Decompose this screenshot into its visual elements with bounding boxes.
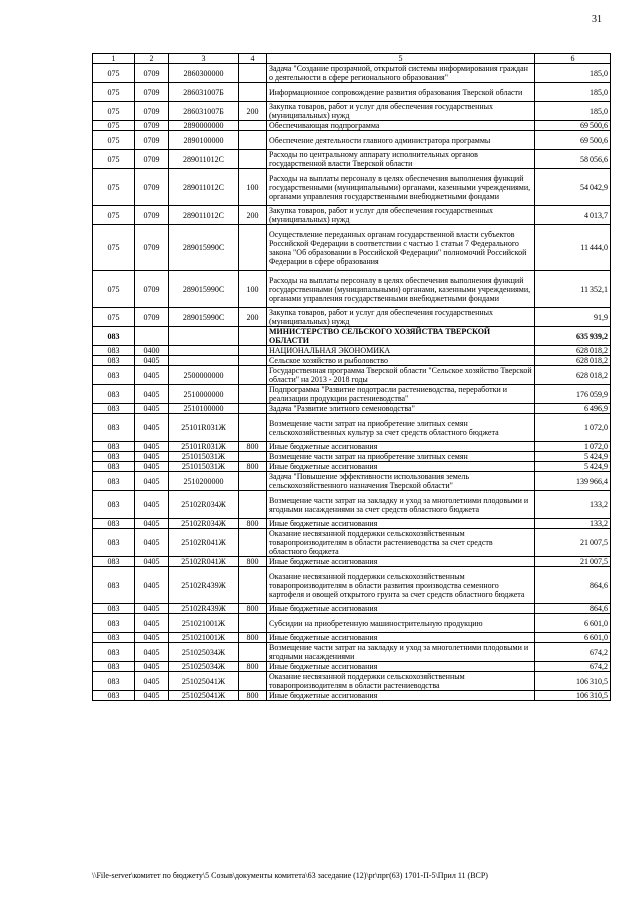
cell-admin-code: 083 <box>93 567 135 604</box>
cell-expense-type <box>239 356 267 366</box>
cell-description: Иные бюджетные ассигнования <box>267 462 535 472</box>
cell-target-article: 251025034Ж <box>169 662 239 672</box>
cell-expense-type <box>239 366 267 385</box>
cell-admin-code: 083 <box>93 366 135 385</box>
cell-target-article: 289011012С <box>169 169 239 206</box>
cell-description: Иные бюджетные ассигнования <box>267 557 535 567</box>
cell-target-article: 25102R439Ж <box>169 604 239 614</box>
cell-description: Закупка товаров, работ и услуг для обеспечения государственных (муниципальных) нужд <box>267 206 535 225</box>
cell-description: МИНИСТЕРСТВО СЕЛЬСКОГО ХОЗЯЙСТВА ТВЕРСКОЙ ОБЛАСТИ <box>267 327 535 346</box>
cell-admin-code: 083 <box>93 404 135 414</box>
cell-description: Расходы на выплаты персоналу в целях обеспечения выполнения функций государственными (муниципальными) органами, казенными учреждениями, органами управления государственными внебюджетными фондами <box>267 271 535 308</box>
page-number: 31 <box>592 14 602 25</box>
table-row <box>93 567 611 604</box>
cell-admin-code: 083 <box>93 472 135 491</box>
cell-admin-code: 083 <box>93 442 135 452</box>
cell-description: Иные бюджетные ассигнования <box>267 662 535 672</box>
table-row <box>93 102 611 121</box>
cell-amount: 1 072,0 <box>535 414 611 442</box>
table-row <box>93 519 611 529</box>
table-row <box>93 672 611 691</box>
cell-section-code: 0709 <box>135 169 169 206</box>
cell-target-article: 251025041Ж <box>169 691 239 701</box>
cell-description: Расходы по центральному аппарату исполнительных органов государственной власти Тверской области <box>267 150 535 169</box>
cell-target-article: 25101R031Ж <box>169 442 239 452</box>
cell-section-code: 0709 <box>135 102 169 121</box>
cell-expense-type <box>239 131 267 150</box>
cell-admin-code: 083 <box>93 414 135 442</box>
cell-section-code: 0400 <box>135 346 169 356</box>
cell-amount: 6 496,9 <box>535 404 611 414</box>
table-row <box>93 529 611 557</box>
column-header: 3 <box>169 54 239 64</box>
cell-section-code: 0405 <box>135 557 169 567</box>
table-row <box>93 662 611 672</box>
cell-expense-type: 800 <box>239 691 267 701</box>
cell-section-code: 0405 <box>135 356 169 366</box>
cell-description: Субсидии на приобретенную машинострительную продукцию <box>267 614 535 633</box>
cell-admin-code: 083 <box>93 452 135 462</box>
cell-admin-code: 075 <box>93 83 135 102</box>
cell-expense-type <box>239 150 267 169</box>
cell-expense-type <box>239 83 267 102</box>
cell-section-code: 0405 <box>135 519 169 529</box>
cell-admin-code: 075 <box>93 131 135 150</box>
cell-section-code: 0709 <box>135 206 169 225</box>
cell-admin-code: 083 <box>93 614 135 633</box>
cell-admin-code: 083 <box>93 519 135 529</box>
cell-target-article: 25102R034Ж <box>169 519 239 529</box>
cell-expense-type <box>239 529 267 557</box>
cell-description: Государственная программа Тверской области "Сельское хозяйство Тверской области" на 2013 - 2018 годы <box>267 366 535 385</box>
cell-target-article: 251021001Ж <box>169 633 239 643</box>
cell-expense-type: 800 <box>239 604 267 614</box>
cell-section-code: 0405 <box>135 672 169 691</box>
cell-description: Информационное сопровождение развития образования Тверской области <box>267 83 535 102</box>
cell-admin-code: 075 <box>93 64 135 83</box>
cell-admin-code: 083 <box>93 691 135 701</box>
table-row <box>93 633 611 643</box>
cell-amount: 635 939,2 <box>535 327 611 346</box>
cell-target-article: 2510000000 <box>169 385 239 404</box>
cell-amount: 628 018,2 <box>535 366 611 385</box>
cell-target-article: 25102R041Ж <box>169 529 239 557</box>
cell-description: Обеспечивающая подпрограмма <box>267 121 535 131</box>
cell-target-article: 2510200000 <box>169 472 239 491</box>
cell-target-article: 289015990С <box>169 225 239 271</box>
column-header: 1 <box>93 54 135 64</box>
cell-target-article: 25102R034Ж <box>169 491 239 519</box>
cell-admin-code: 075 <box>93 225 135 271</box>
cell-admin-code: 083 <box>93 327 135 346</box>
cell-target-article: 251025034Ж <box>169 643 239 662</box>
cell-expense-type: 800 <box>239 462 267 472</box>
cell-description: Иные бюджетные ассигнования <box>267 691 535 701</box>
cell-target-article: 2510100000 <box>169 404 239 414</box>
table-row <box>93 557 611 567</box>
cell-description: Закупка товаров, работ и услуг для обеспечения государственных (муниципальных) нужд <box>267 308 535 327</box>
cell-expense-type <box>239 327 267 346</box>
cell-section-code: 0405 <box>135 462 169 472</box>
cell-amount: 185,0 <box>535 102 611 121</box>
cell-target-article: 25101R031Ж <box>169 414 239 442</box>
cell-section-code: 0405 <box>135 691 169 701</box>
cell-expense-type <box>239 491 267 519</box>
cell-target-article <box>169 327 239 346</box>
cell-admin-code: 075 <box>93 308 135 327</box>
cell-amount: 5 424,9 <box>535 452 611 462</box>
cell-target-article: 2860300000 <box>169 64 239 83</box>
cell-expense-type: 200 <box>239 206 267 225</box>
cell-expense-type: 200 <box>239 102 267 121</box>
cell-expense-type <box>239 346 267 356</box>
table-row <box>93 385 611 404</box>
cell-description: Расходы на выплаты персоналу в целях обеспечения выполнения функций государственными (муниципальными) органами, казенными учреждениями, органами управления государственными внебюджетными фондами <box>267 169 535 206</box>
cell-expense-type <box>239 404 267 414</box>
cell-target-article: 251015031Ж <box>169 462 239 472</box>
table-row <box>93 462 611 472</box>
cell-admin-code: 083 <box>93 662 135 672</box>
cell-target-article: 251015031Ж <box>169 452 239 462</box>
cell-section-code: 0709 <box>135 83 169 102</box>
cell-amount: 69 500,6 <box>535 121 611 131</box>
cell-expense-type: 100 <box>239 169 267 206</box>
cell-expense-type <box>239 567 267 604</box>
cell-expense-type <box>239 672 267 691</box>
cell-amount: 185,0 <box>535 64 611 83</box>
cell-section-code: 0405 <box>135 529 169 557</box>
cell-section-code: 0405 <box>135 472 169 491</box>
column-header: 5 <box>267 54 535 64</box>
cell-target-article: 286031007Б <box>169 102 239 121</box>
cell-section-code: 0405 <box>135 662 169 672</box>
cell-amount: 21 007,5 <box>535 557 611 567</box>
column-header: 4 <box>239 54 267 64</box>
table-row <box>93 131 611 150</box>
cell-section-code: 0405 <box>135 643 169 662</box>
cell-description: Иные бюджетные ассигнования <box>267 604 535 614</box>
cell-amount: 11 352,1 <box>535 271 611 308</box>
cell-target-article: 286031007Б <box>169 83 239 102</box>
table-row <box>93 643 611 662</box>
cell-amount: 5 424,9 <box>535 462 611 472</box>
cell-amount: 6 601,0 <box>535 614 611 633</box>
cell-admin-code: 083 <box>93 672 135 691</box>
cell-admin-code: 083 <box>93 529 135 557</box>
cell-description: Обеспечение деятельности главного администратора программы <box>267 131 535 150</box>
cell-description: НАЦИОНАЛЬНАЯ ЭКОНОМИКА <box>267 346 535 356</box>
cell-section-code: 0405 <box>135 366 169 385</box>
cell-amount: 628 018,2 <box>535 346 611 356</box>
cell-admin-code: 075 <box>93 121 135 131</box>
cell-expense-type <box>239 452 267 462</box>
cell-target-article: 2890000000 <box>169 121 239 131</box>
cell-admin-code: 075 <box>93 271 135 308</box>
cell-expense-type <box>239 385 267 404</box>
cell-target-article: 251021001Ж <box>169 614 239 633</box>
cell-admin-code: 083 <box>93 346 135 356</box>
cell-admin-code: 075 <box>93 102 135 121</box>
cell-description: Возмещение части затрат на закладку и уход за многолетними плодовыми и ягодными насаждениями за счет средств областного бюджета <box>267 491 535 519</box>
cell-section-code: 0405 <box>135 604 169 614</box>
cell-amount: 185,0 <box>535 83 611 102</box>
cell-section-code: 0405 <box>135 491 169 519</box>
cell-expense-type <box>239 64 267 83</box>
table-row <box>93 206 611 225</box>
cell-amount: 674,2 <box>535 662 611 672</box>
cell-target-article: 2890100000 <box>169 131 239 150</box>
cell-description: Иные бюджетные ассигнования <box>267 633 535 643</box>
column-header: 6 <box>535 54 611 64</box>
cell-amount: 139 966,4 <box>535 472 611 491</box>
table-row <box>93 271 611 308</box>
cell-amount: 54 042,9 <box>535 169 611 206</box>
cell-description: Оказание несвязанной поддержки сельскохозяйственным товаропроизводителям в области развития производства семенного картофеля и овощей открытого грунта за счет средств областного бюджета <box>267 567 535 604</box>
table-row <box>93 452 611 462</box>
table-row <box>93 150 611 169</box>
cell-expense-type: 200 <box>239 308 267 327</box>
cell-admin-code: 083 <box>93 462 135 472</box>
cell-amount: 6 601,0 <box>535 633 611 643</box>
cell-description: Оказание несвязанной поддержки сельскохозяйственным товаропроизводителям в области растениеводства <box>267 672 535 691</box>
table-row <box>93 472 611 491</box>
cell-expense-type: 800 <box>239 519 267 529</box>
cell-section-code: 0405 <box>135 404 169 414</box>
table-row <box>93 604 611 614</box>
column-header: 2 <box>135 54 169 64</box>
cell-admin-code: 083 <box>93 557 135 567</box>
cell-expense-type <box>239 121 267 131</box>
table-row <box>93 327 611 346</box>
cell-expense-type: 800 <box>239 662 267 672</box>
table-row <box>93 691 611 701</box>
cell-section-code: 0405 <box>135 385 169 404</box>
cell-amount: 106 310,5 <box>535 691 611 701</box>
cell-description: Иные бюджетные ассигнования <box>267 519 535 529</box>
cell-admin-code: 083 <box>93 604 135 614</box>
cell-amount: 674,2 <box>535 643 611 662</box>
table-row <box>93 414 611 442</box>
cell-description: Иные бюджетные ассигнования <box>267 442 535 452</box>
cell-description: Закупка товаров, работ и услуг для обеспечения государственных (муниципальных) нужд <box>267 102 535 121</box>
table-row <box>93 442 611 452</box>
cell-expense-type: 100 <box>239 271 267 308</box>
cell-section-code: 0405 <box>135 452 169 462</box>
cell-description: Возмещение части затрат на закладку и уход за многолетними плодовыми и ягодными насаждениями <box>267 643 535 662</box>
table-row <box>93 121 611 131</box>
cell-description: Задача "Повышение эффективности использования земель сельскохозяйственного назначения Тверской области" <box>267 472 535 491</box>
cell-section-code: 0405 <box>135 614 169 633</box>
cell-expense-type: 800 <box>239 442 267 452</box>
cell-target-article: 25102R041Ж <box>169 557 239 567</box>
cell-description: Оказание несвязанной поддержки сельскохозяйственным товаропроизводителям в области растениеводства за счет средств областного бюджета <box>267 529 535 557</box>
cell-description: Подпрограмма "Развитие подотрасли растениеводства, переработки и реализации продукции растениеводства" <box>267 385 535 404</box>
cell-target-article: 289011012С <box>169 150 239 169</box>
cell-section-code: 0405 <box>135 442 169 452</box>
cell-admin-code: 083 <box>93 385 135 404</box>
cell-amount: 864,6 <box>535 604 611 614</box>
table-row <box>93 308 611 327</box>
table-body <box>93 64 611 701</box>
cell-target-article: 251025041Ж <box>169 672 239 691</box>
cell-expense-type <box>239 614 267 633</box>
cell-admin-code: 075 <box>93 169 135 206</box>
cell-amount: 106 310,5 <box>535 672 611 691</box>
cell-amount: 58 056,6 <box>535 150 611 169</box>
cell-expense-type <box>239 643 267 662</box>
cell-admin-code: 083 <box>93 491 135 519</box>
cell-amount: 11 444,0 <box>535 225 611 271</box>
cell-target-article: 289011012С <box>169 206 239 225</box>
cell-amount: 133,2 <box>535 491 611 519</box>
budget-table-wrapper <box>92 53 610 701</box>
table-row <box>93 356 611 366</box>
cell-amount: 91,9 <box>535 308 611 327</box>
cell-section-code: 0709 <box>135 225 169 271</box>
cell-description: Сельское хозяйство и рыболовство <box>267 356 535 366</box>
cell-amount: 4 013,7 <box>535 206 611 225</box>
table-row <box>93 83 611 102</box>
cell-section-code: 0405 <box>135 567 169 604</box>
cell-target-article: 2500000000 <box>169 366 239 385</box>
cell-section-code: 0405 <box>135 414 169 442</box>
cell-admin-code: 075 <box>93 150 135 169</box>
cell-amount: 864,6 <box>535 567 611 604</box>
cell-description: Задача "Создание прозрачной, открытой системы информирования граждан о деятельности в сфере регионального образования" <box>267 64 535 83</box>
cell-amount: 628 018,2 <box>535 356 611 366</box>
cell-description: Возмещение части затрат на приобретение элитных семян сельскохозяйственных культур за счет средств областного бюджета <box>267 414 535 442</box>
cell-section-code: 0709 <box>135 64 169 83</box>
cell-expense-type <box>239 472 267 491</box>
cell-expense-type: 800 <box>239 557 267 567</box>
cell-amount: 133,2 <box>535 519 611 529</box>
table-row <box>93 614 611 633</box>
cell-target-article <box>169 356 239 366</box>
cell-section-code: 0709 <box>135 308 169 327</box>
cell-admin-code: 083 <box>93 356 135 366</box>
table-row <box>93 366 611 385</box>
file-path-footer: \\File-server\комитет по бюджету\5 Созыв\документы комитета\63 заседание (12)\pr\прг(63) 1701-П-5\Прил 11 (ВСР) <box>92 871 488 880</box>
cell-amount: 69 500,6 <box>535 131 611 150</box>
table-row <box>93 169 611 206</box>
cell-expense-type <box>239 414 267 442</box>
cell-description: Осуществление переданных органам государственной власти субъектов Российской Федерации в соответствии с частью 1 статьи 7 Федерального закона "Об образовании в Российской Федерации" полномочий Российской Федерации в сфере образования <box>267 225 535 271</box>
cell-section-code: 0405 <box>135 633 169 643</box>
budget-table <box>92 53 611 701</box>
cell-expense-type <box>239 225 267 271</box>
cell-section-code <box>135 327 169 346</box>
cell-admin-code: 083 <box>93 633 135 643</box>
cell-target-article: 289015990С <box>169 271 239 308</box>
cell-description: Возмещение части затрат на приобретение элитных семян <box>267 452 535 462</box>
cell-admin-code: 083 <box>93 643 135 662</box>
cell-amount: 176 059,9 <box>535 385 611 404</box>
cell-section-code: 0709 <box>135 150 169 169</box>
table-row <box>93 404 611 414</box>
cell-amount: 1 072,0 <box>535 442 611 452</box>
cell-target-article: 25102R439Ж <box>169 567 239 604</box>
table-header-row <box>93 54 611 64</box>
cell-target-article: 289015990С <box>169 308 239 327</box>
cell-admin-code: 075 <box>93 206 135 225</box>
cell-section-code: 0709 <box>135 131 169 150</box>
cell-section-code: 0709 <box>135 121 169 131</box>
table-row <box>93 346 611 356</box>
cell-target-article <box>169 346 239 356</box>
cell-section-code: 0709 <box>135 271 169 308</box>
cell-expense-type: 800 <box>239 633 267 643</box>
table-row <box>93 491 611 519</box>
table-row <box>93 225 611 271</box>
cell-description: Задача "Развитие элитного семеноводства" <box>267 404 535 414</box>
table-row <box>93 64 611 83</box>
cell-amount: 21 007,5 <box>535 529 611 557</box>
